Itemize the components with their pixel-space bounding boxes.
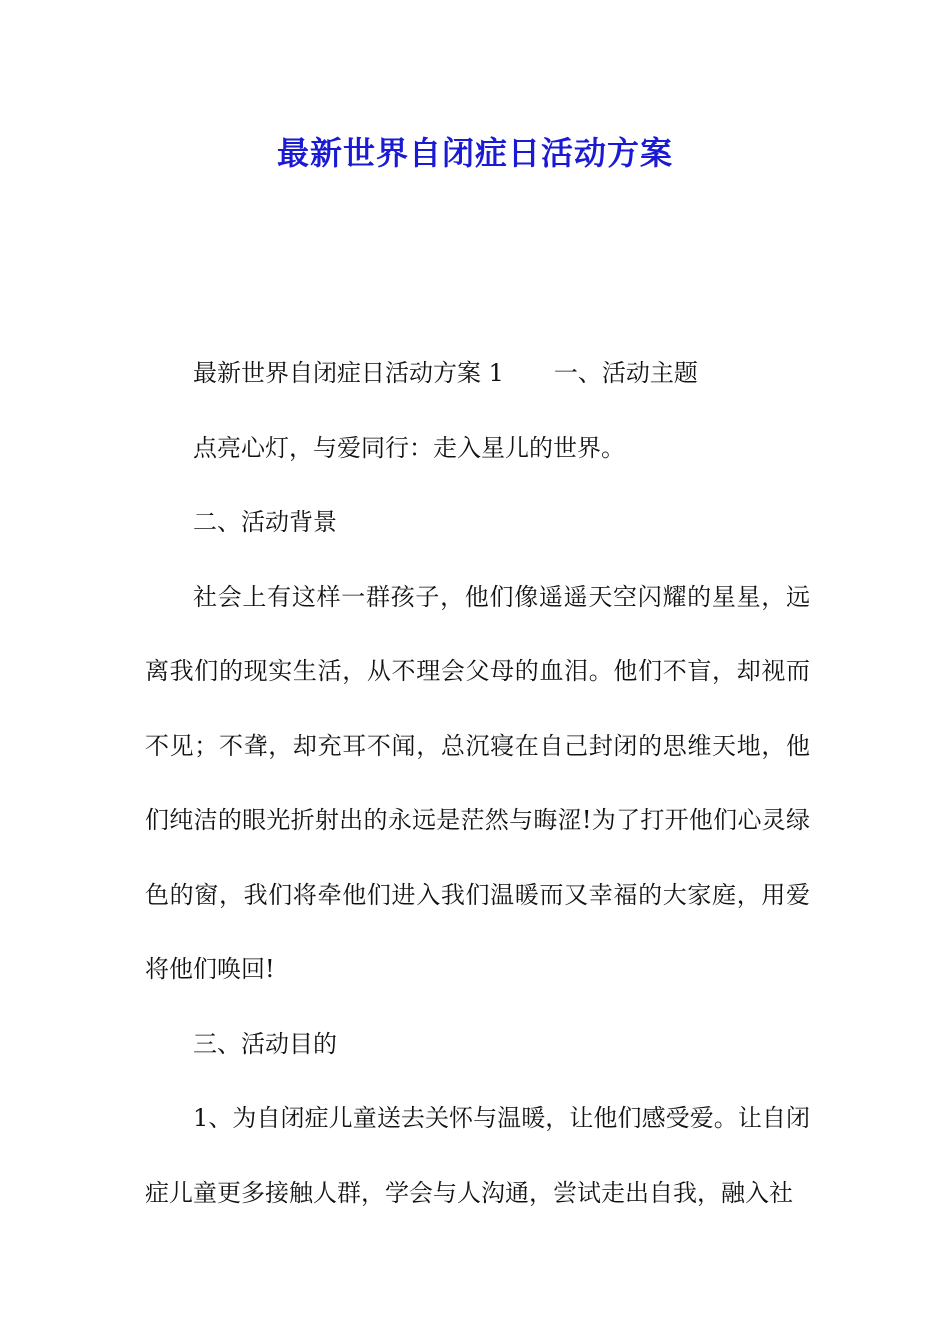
paragraph-purpose-1: 1、为自闭症儿童送去关怀与温暖，让他们感受爱。让自闭症儿童更多接触人群，学会与人沟通，尝试走出自我，融入社 xyxy=(145,1104,810,1207)
paragraph-background: 社会上有这样一群孩子，他们像遥遥天空闪耀的星星，远离我们的现实生活，从不理会父母的血泪。他们不盲，却视而不见；不聋，却充耳不闻，总沉寝在自己封闭的思维天地，他们纯洁的眼光折射出的永远是茫然与晦涩!为了打开他们心灵绿色的窗，我们将牵他们进入我们温暖而又幸福的大家庭，用爱将他们唤回! xyxy=(145,582,810,983)
document-title: 最新世界自闭症日活动方案 xyxy=(276,134,673,172)
theme-heading: 一、活动主题 xyxy=(553,359,698,387)
section-heading-purpose: 三、活动目的 xyxy=(193,1029,337,1058)
section-heading-background: 二、活动背景 xyxy=(193,508,337,536)
paragraph-theme-text: 点亮心灯，与爱同行：走入星儿的世界。 xyxy=(193,433,625,462)
document-body xyxy=(145,336,810,1230)
plan-heading-line xyxy=(145,336,810,411)
plan-heading: 最新世界自闭症日活动方案 1 xyxy=(193,359,504,387)
